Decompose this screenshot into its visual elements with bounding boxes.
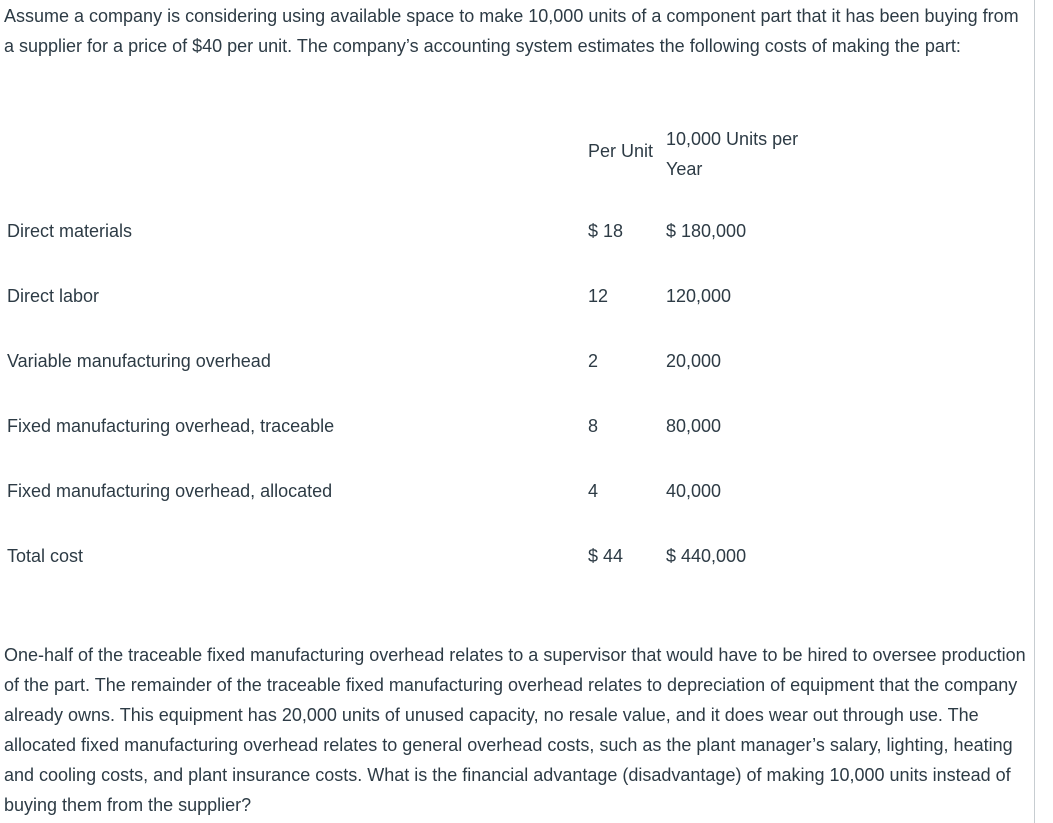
row-per-year: 120,000 [666, 286, 732, 306]
table-row [0, 218, 800, 244]
row-per-unit: $ 18 [588, 221, 624, 241]
row-per-year: $ 180,000 [666, 221, 747, 241]
intro-paragraph: Assume a company is considering using available space to make 10,000 units of a component part that it has been buying from a supplier for a price of $40 per unit. The company’s accounting system estimates the following costs of making the part: [4, 6, 1019, 56]
row-per-unit: 4 [588, 481, 599, 501]
header-per-unit: Per Unit [588, 141, 654, 161]
row-per-unit: 12 [588, 286, 609, 306]
header-per-year: 10,000 Units per Year [666, 129, 799, 179]
question-paragraph: One-half of the traceable fixed manufacturing overhead relates to a supervisor that would have to be hired to oversee production of the part. The remainder of the traceable fixed manufacturing overhead relates to depreciation of equipment that the company already owns. This equipment has 20,000 units of unused capacity, no resale value, and it does wear out through use. The allocated fixed manufacturing overhead relates to general overhead costs, such as the plant manager’s salary, lighting, heating and cooling costs, and plant insurance costs. What is the financial advantage (disadvantage) of making 10,000 units instead of buying them from the supplier? [4, 645, 1026, 815]
row-per-year: 20,000 [666, 351, 722, 371]
table-row [0, 283, 800, 309]
row-per-year: 40,000 [666, 481, 722, 501]
row-label: Direct labor [7, 286, 100, 306]
row-label: Direct materials [7, 221, 133, 241]
row-label: Fixed manufacturing overhead, traceable [7, 416, 335, 436]
row-per-unit: 8 [588, 416, 599, 436]
row-label: Total cost [7, 546, 84, 566]
table-row-total [0, 543, 800, 569]
row-per-year: 80,000 [666, 416, 722, 436]
table-row [0, 348, 800, 374]
table-row [0, 413, 800, 439]
row-label: Variable manufacturing overhead [7, 351, 271, 371]
row-label: Fixed manufacturing overhead, allocated [7, 481, 333, 501]
row-per-unit: $ 44 [588, 546, 624, 566]
content-border [1034, 0, 1035, 823]
row-per-year: $ 440,000 [666, 546, 747, 566]
table-row [0, 478, 800, 504]
cost-table [0, 118, 800, 593]
row-per-unit: 2 [588, 351, 599, 371]
